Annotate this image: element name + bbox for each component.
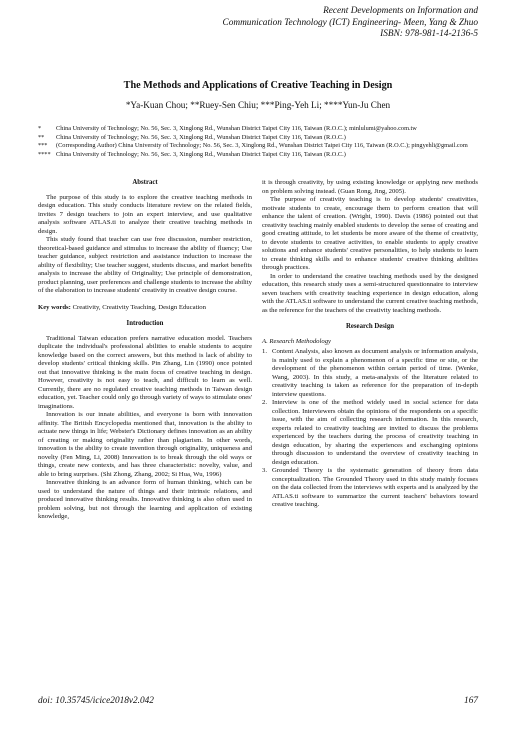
abstract-paragraph: The purpose of this study is to explore the creative teaching methods in design education. This study conducts literature review on the related fields, invites 7 design teachers to join an expert interview, and use qualitative analysis software ATLAS.ti to analyze their creative teaching methods in design.	[38, 193, 252, 235]
introduction-heading: Introduction	[126, 320, 164, 327]
affiliation-text: China University of Technology; No. 56, Sec. 3, Xinglong Rd., Wunshan District Taipei City 116, Taiwan (R.O.C.)	[56, 150, 346, 158]
abstract-paragraph: This study found that teacher can use free discussion, number restriction, theoretical-based guidance and stimulus to increase the ability of fluency; Use teacher guidance, subject restriction and assistance induction to increase the ability of flexibility; Use teacher suggest, students discuss, and market benefits analysis to increase the ability of Originality; Use principle of demonstration, product planning, user preferences and challenge students to increase the ability of the elaboration to increase students' creativity in creative design course.	[38, 236, 252, 294]
list-item	[262, 399, 478, 467]
affiliation-item	[38, 125, 478, 134]
affiliation-item	[38, 134, 478, 143]
left-column	[38, 179, 252, 522]
abstract-heading: Abstract	[132, 179, 158, 186]
affiliation-item	[38, 142, 478, 151]
list-item	[262, 467, 478, 510]
research-design-heading: Research Design	[345, 323, 394, 330]
body-paragraph: The purpose of creativity teaching is to develop students' creativities, motivate students to create, encourage them to perform creation that will enhance the talent of creation. (Wright, 1990). Davis (1986) pointed out that creativity teaching mainly enabled students to develop the sense of creating and good creating attitude, to let students be more aware of the theme of creativity, to devote students to creative activities, to enable students to apply creative solutions and enhance students' creative personalities, to help students to learn to create thinking skills and to enhance students' creative thinking abilities through practices.	[262, 196, 478, 271]
affiliation-mark: ****	[38, 150, 51, 158]
keywords-text: Creativity, Creativity Teaching, Design Education	[72, 303, 206, 311]
list-item-number: 1.	[262, 348, 268, 355]
body-paragraph: In order to understand the creative teaching methods used by the designed education, this research study uses a semi-structured questionnaire to interview seven teachers with creativity teaching experience in design education, along with the ATLAS.ti software to understand the current creative teaching methods, as the reference for the teachers of the creativity teaching methods.	[262, 272, 478, 314]
affiliation-text: (Corresponding Author) China University of Technology; No. 56, Sec. 3, Xinglong Rd., Wunshan District Taipei City 116, Taiwan (R.O.C.); pingyehli@gmail.com	[56, 142, 468, 150]
paper-title: The Methods and Applications of Creative Teaching in Design	[123, 80, 393, 91]
right-column	[262, 179, 478, 510]
keywords-label: Key words:	[38, 303, 71, 311]
affiliation-mark: ***	[38, 142, 48, 150]
research-methodology-subheading: A. Research Methodology	[262, 337, 332, 345]
introduction-paragraph: Innovation is our innate abilities, and everyone is born with innovation affinity. The British Encyclopedia mentioned that, innovation is the ability to actuate new things in life; Webster's Dictionary defines innovation as an ability of creating or making originality rather than plagiarism. In other words, innovation is the ability to create invention through originality, uniqueness and novelty (Fen Ming, Li, 2008) Innovation is to break through the old ways or things, create new contexts, and has three characteristic: novelty, value, and able to bring surprises. (Shi Zhong, Zhang, 2002; Si Hua, Wu, 1996)	[38, 411, 252, 478]
affiliation-item	[38, 151, 478, 160]
running-header-line1: Recent Developments on Information and	[323, 6, 478, 16]
affiliations	[38, 125, 478, 159]
running-header	[58, 6, 478, 41]
list-item	[262, 348, 478, 399]
doi-link[interactable]: doi: 10.35745/icice2018v2.042	[38, 696, 154, 706]
body-paragraph: it is through creativity, by using existing knowledge or applying new methods on problem solving instead. (Guan Rong, Jing, 2005).	[262, 179, 478, 195]
introduction-paragraph: Innovative thinking is an advance form of human thinking, which can be used to understand the nature of things and their intrinsic relations, and produced innovative thinking results. Innovative thinking is also often used in problem solving, but not through the learning and application of existing knowledge,	[38, 479, 252, 520]
running-header-line2: Communication Technology (ICT) Engineering- Meen, Yang & Zhuo	[222, 17, 478, 28]
list-item-text: Grounded Theory is the systematic generation of theory from data conceptualization. The Grounded Theory used in this study mainly focuses on the data collected from the interviews with experts and is analyzed by the ATLAS.ti software to summarize the current teachers' behaviors toward creative teaching.	[272, 467, 478, 508]
affiliation-mark: *	[38, 125, 42, 132]
introduction-paragraph: Traditional Taiwan education prefers narrative education model. Teachers duplicate the individual's professional abilities to enable students to acquire knowledge based on the correct answers, but this method is lack of ability to develop students' critical thinking skills. Pin Zhang, Lin (1990) once pointed out that innovative thinking is the main focus of creative teaching in design. However, creativity is not easy to teach, and difficult to learn as well. Currently, there are no regulated creative teaching methods in Taiwan design education, yet. Teacher could only go through variety of ways to stimulate ones' imaginations.	[38, 334, 252, 410]
list-item-number: 3.	[262, 467, 268, 474]
affiliation-text: China University of Technology; No. 56, Sec. 3, Xinglong Rd., Wunshan District Taipei City 116, Taiwan (R.O.C.)	[56, 133, 346, 141]
affiliation-text: China University of Technology; No. 56, Sec. 3, Xinglong Rd., Wunshan District Taipei City 116, Taiwan (R.O.C.); minlulumi@yahoo.com.tw	[56, 125, 417, 132]
page-number: 167	[464, 696, 478, 706]
paper-authors: *Ya-Kuan Chou; **Ruey-Sen Chiu; ***Ping-Yeh Li; ****Yun-Ju Chen	[125, 100, 391, 110]
list-item-text: Content Analysis, also known as document analysis or information analysis, is mainly used to explain a phenomenon of a specific time or site, or the development of the phenomenon within certain period of time. (Wenke, Wang, 2003). In this study, a meta-analysis of the literature related to creativity teaching is taken as reference for the preparation of in-depth interview questions.	[272, 348, 478, 398]
keywords	[38, 304, 252, 313]
page-footer	[38, 696, 478, 706]
methodology-list	[262, 348, 478, 510]
list-item-number: 2.	[262, 399, 268, 406]
running-header-isbn: ISBN: 978-981-14-2136-5	[380, 29, 478, 39]
affiliation-mark: **	[38, 133, 45, 141]
list-item-text: Interview is one of the method widely used in social science for data collection. Interviewers obtain the opinions of the respondents on a specific issue, with the aim of collecting research information. In this research, experts related to creativity teaching are invited to discuss the problems experienced by the teachers during the process of creativity teaching in design education, by sharing the experiences and exchanging opinions through discussion to understand the overview of creativity teaching in design education.	[272, 399, 478, 466]
